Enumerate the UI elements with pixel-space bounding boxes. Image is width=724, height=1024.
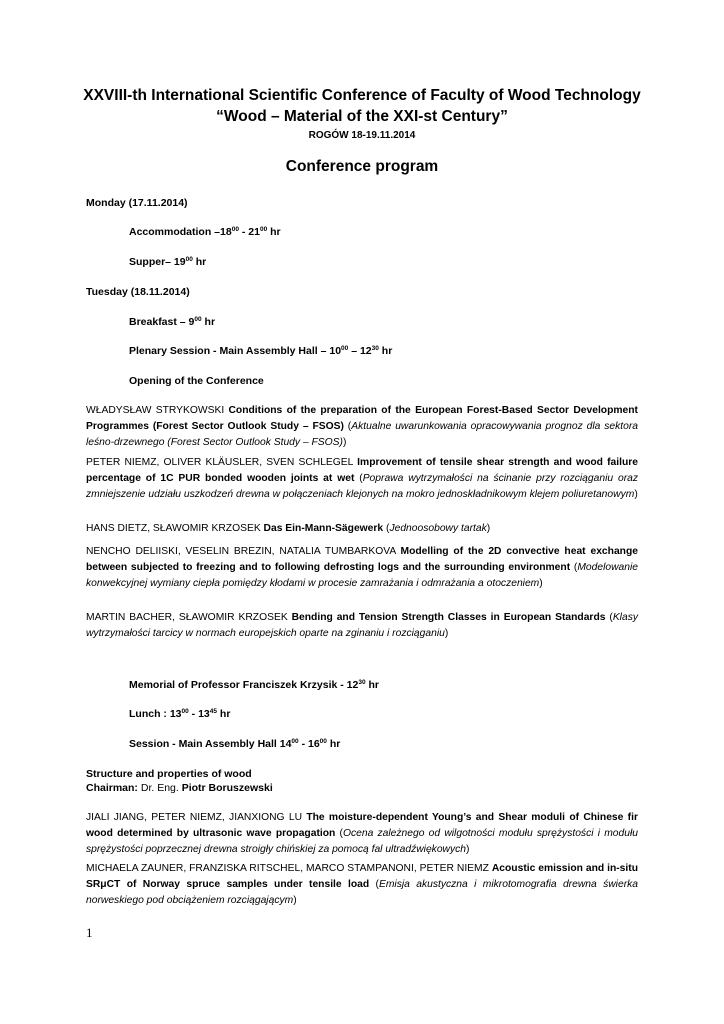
talk-item: JIALI JIANG, PETER NIEMZ, JIANXIONG LU The moisture-dependent Young’s and Shear moduli of Chinese fir wood determined by ultrasonic wave propagation (Ocena zależnego od wilgotności modułu sprężystości i modułu sprężystości poprzecznej drewna stroigły chińskiej za pomocą fal ultradźwiękowych) bbox=[86, 812, 638, 855]
talk-item: WŁADYSŁAW STRYKOWSKI Conditions of the preparation of the European Forest-Based Sector Development Programmes (Forest Sector Outlook Study – FSOS) (Aktualne uwarunkowania opracowywania prognoz dla sektora leśno-drzewnego (Forest Sector Outlook Study – FSOS)) bbox=[86, 405, 638, 448]
memorial-session: Memorial of Professor Franciszek Krzysik - $12^{30}$ hr bbox=[129, 679, 379, 691]
tuesday-heading: Tuesday (18.11.2014) bbox=[86, 286, 190, 298]
conference-title: XXVIII-th International Scientific Conference of Faculty of Wood Technology bbox=[83, 87, 641, 104]
talk-item: NENCHO DELIISKI, VESELIN BREZIN, NATALIA TUMBARKOVA Modelling of the 2D convective heat exchange between subjected to freezing and to following defrosting logs and the surrounding environment (Modelowanie konwekcyjnej wymiany ciepła pomiędzy kłodami w procesie zamrażania i odmrażania a otoczeniem) bbox=[86, 546, 638, 589]
talk-item: MICHAELA ZAUNER, FRANZISKA RITSCHEL, MARCO STAMPANONI, PETER NIEMZ Acoustic emission and in-situ SRμCT of Norway spruce samples under tensile load (Emisja akustyczna i mikrotomografia drewna świerka norweskiego pod obciążeniem rozciągającym) bbox=[86, 863, 638, 906]
monday-accommodation: Accommodation $-18^{00} - 21^{00}$ hr bbox=[129, 226, 281, 238]
monday-supper: Supper– $19^{00}$ hr bbox=[129, 256, 207, 268]
talk-item: PETER NIEMZ, OLIVER KLÄUSLER, SVEN SCHLEGEL Improvement of tensile shear strength and wood failure percentage of 1C PUR bonded wooden joints at wet (Poprawa wytrzymałości na ścinanie przy rozciąganiu oraz zmniejszenie udziału uszkodzeń drewna w połączeniach klejonych na mokro jednoskładnikowym klejem poliuretanowym) bbox=[86, 457, 638, 500]
plenary-session: Plenary Session - Main Assembly Hall – $10^{00} - 12^{30}$ hr bbox=[129, 345, 393, 357]
section-heading: Structure and properties of wood bbox=[86, 768, 252, 780]
talk-item: HANS DIETZ, SŁAWOMIR KRZOSEK Das Ein-Mann-Sägewerk (Jednoosobowy tartak) bbox=[86, 523, 491, 534]
page-number: 1 bbox=[86, 925, 93, 940]
monday-heading: Monday (17.11.2014) bbox=[86, 197, 188, 209]
tuesday-breakfast: Breakfast – $9^{00}$ hr bbox=[129, 316, 216, 328]
conference-place-date: ROGÓW 18-19.11.2014 bbox=[308, 130, 416, 141]
opening-of-conference: Opening of the Conference bbox=[129, 375, 264, 387]
conference-subtitle: “Wood – Material of the XXI-st Century” bbox=[216, 108, 508, 125]
talk-item: MARTIN BACHER, SŁAWOMIR KRZOSEK Bending and Tension Strength Classes in European Standards (Klasy wytrzymałości tarcicy w normach europejskich oparte na zginaniu i rozciąganiu) bbox=[86, 612, 638, 639]
program-heading: Conference program bbox=[285, 158, 439, 175]
afternoon-session: Session - Main Assembly Hall $14^{00} - 16^{00}$ hr bbox=[129, 738, 341, 750]
lunch-break: Lunch : $13^{00} - 13^{45}$ hr bbox=[129, 708, 231, 720]
chairman-line: Chairman: Dr. Eng. Piotr Boruszewski bbox=[86, 782, 273, 794]
